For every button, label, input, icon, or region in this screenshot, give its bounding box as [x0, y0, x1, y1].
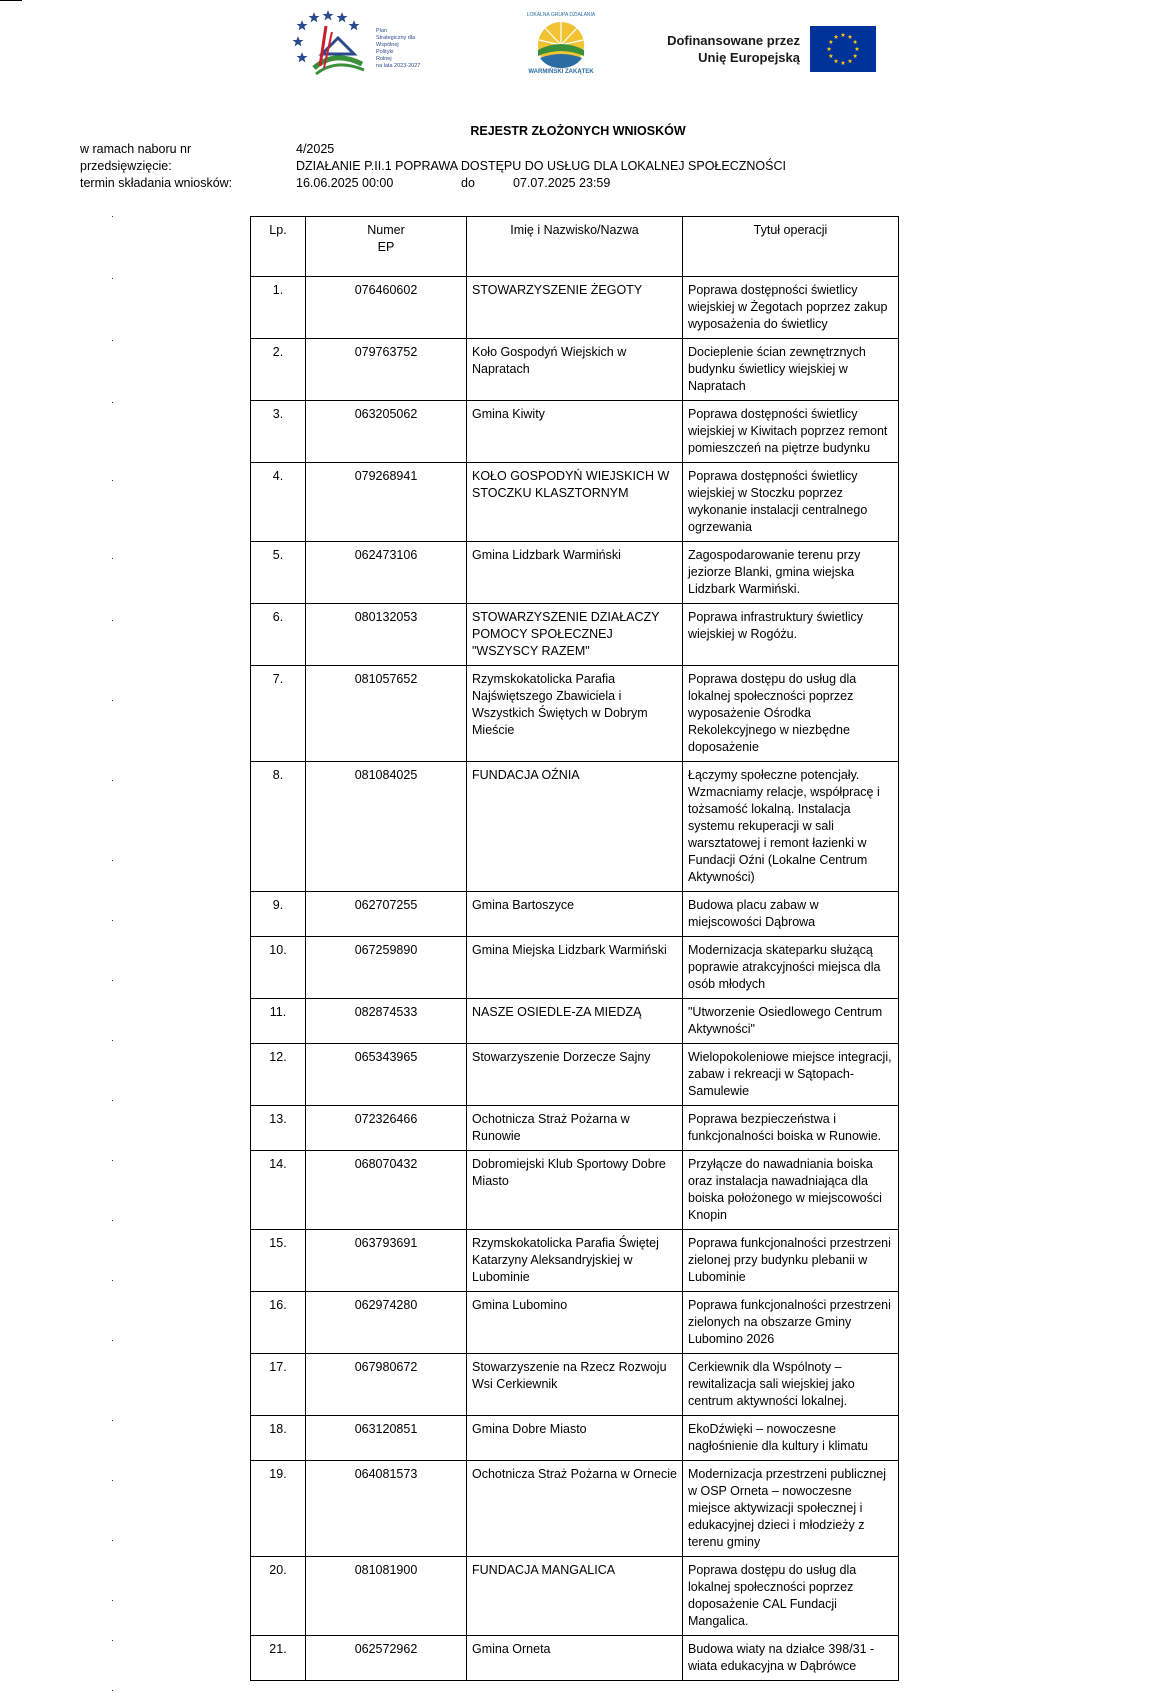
- margin-dot: [112, 1600, 113, 1601]
- cell-name: STOWARZYSZENIE ŻEGOTY: [467, 277, 683, 339]
- cell-lp: 9.: [251, 892, 306, 937]
- table-row: [251, 1230, 899, 1292]
- cell-ep: 062974280: [306, 1292, 467, 1354]
- margin-dot: [112, 920, 113, 921]
- cell-name: FUNDACJA MANGALICA: [467, 1557, 683, 1636]
- cell-lp: 15.: [251, 1230, 306, 1292]
- cell-lp: 16.: [251, 1292, 306, 1354]
- cell-ep: 067980672: [306, 1354, 467, 1416]
- margin-dot: [112, 558, 113, 559]
- cell-lp: 10.: [251, 937, 306, 999]
- table-row: [251, 999, 899, 1044]
- cell-ep: 081084025: [306, 762, 467, 892]
- eu-text-line: Unię Europejską: [698, 50, 800, 65]
- cell-ep: 065343965: [306, 1044, 467, 1106]
- margin-dot: [112, 340, 113, 341]
- cell-ep: 080132053: [306, 604, 467, 666]
- cell-lp: 12.: [251, 1044, 306, 1106]
- lgd-logo: [519, 12, 603, 84]
- cell-name: Ochotnicza Straż Pożarna w Ornecie: [467, 1461, 683, 1557]
- cell-ep: 068070432: [306, 1151, 467, 1230]
- cell-title: Cerkiewnik dla Wspólnoty – rewitalizacja sali wiejskiej jako centrum aktywności lokalnej.: [683, 1354, 899, 1416]
- cell-lp: 7.: [251, 666, 306, 762]
- eu-text-line: Dofinansowane przez: [667, 33, 800, 48]
- cell-ep: 062707255: [306, 892, 467, 937]
- lgd-top-text: LOKALNA GRUPA DZIAŁANIA: [526, 12, 596, 18]
- psp-text-line: na lata 2023-2027: [376, 63, 421, 69]
- cell-title: Poprawa bezpieczeństwa i funkcjonalności boiska w Runowie.: [683, 1106, 899, 1151]
- cell-name: Gmina Bartoszyce: [467, 892, 683, 937]
- application-meta: [80, 142, 980, 192]
- table-body: [251, 277, 899, 1681]
- margin-dot: [112, 860, 113, 861]
- table-row: [251, 542, 899, 604]
- table-row: [251, 1354, 899, 1416]
- cell-lp: 2.: [251, 339, 306, 401]
- table-row: [251, 604, 899, 666]
- table-row: [251, 339, 899, 401]
- psp-text-line: Strategiczny dla: [376, 35, 416, 41]
- termin-from: 16.06.2025 00:00: [296, 176, 394, 190]
- table-row: [251, 1106, 899, 1151]
- cell-title: Poprawa dostępności świetlicy wiejskiej w Kiwitach poprzez remont pomieszczeń na piętrze budynku: [683, 401, 899, 463]
- margin-dot: [112, 278, 113, 279]
- termin-to: 07.07.2025 23:59: [513, 176, 611, 190]
- cell-title: "Utworzenie Osiedlowego Centrum Aktywności": [683, 999, 899, 1044]
- eu-logo: [660, 26, 910, 74]
- margin-dot: [112, 1420, 113, 1421]
- psp-text-line: Plan: [376, 28, 388, 34]
- margin-dots: [112, 0, 116, 1705]
- cell-ep: 062473106: [306, 542, 467, 604]
- cell-ep: 062572962: [306, 1636, 467, 1681]
- cell-lp: 5.: [251, 542, 306, 604]
- cell-name: NASZE OSIEDLE-ZA MIEDZĄ: [467, 999, 683, 1044]
- cell-title: Łączymy społeczne potencjały. Wzmacniamy relacje, współpracę i tożsamość lokalną. Instalacja systemu rekuperacji w sali warsztatowej i remont łazienki w Fundacji Oźni (Lokalne Centrum Aktywności): [683, 762, 899, 892]
- cell-name: STOWARZYSZENIE DZIAŁACZY POMOCY SPOŁECZNEJ "WSZYSCY RAZEM": [467, 604, 683, 666]
- psp-text: [376, 28, 420, 70]
- table-row: [251, 1557, 899, 1636]
- lgd-bottom-text: WARMIŃSKI ZAKĄTEK: [528, 69, 594, 75]
- cell-lp: 4.: [251, 463, 306, 542]
- eu-star-icon: [848, 34, 853, 38]
- margin-dot: [112, 1040, 113, 1041]
- cell-title: Poprawa dostępu do usług dla lokalnej społeczności poprzez doposażenie CAL Fundacji Mangalica.: [683, 1557, 899, 1636]
- cell-ep: 072326466: [306, 1106, 467, 1151]
- cell-ep: 081057652: [306, 666, 467, 762]
- cell-title: Modernizacja skateparku służącą poprawie atrakcyjności miejsca dla osób młodych: [683, 937, 899, 999]
- cell-name: Koło Gospodyń Wiejskich w Napratach: [467, 339, 683, 401]
- margin-dot: [112, 1640, 113, 1641]
- cell-title: Poprawa dostępności świetlicy wiejskiej w Żegotach poprzez zakup wyposażenia do świetlicy: [683, 277, 899, 339]
- margin-dot: [112, 1280, 113, 1281]
- cell-lp: 19.: [251, 1461, 306, 1557]
- cell-lp: 17.: [251, 1354, 306, 1416]
- cell-lp: 21.: [251, 1636, 306, 1681]
- margin-dot: [112, 1100, 113, 1101]
- cell-ep: 063120851: [306, 1416, 467, 1461]
- cell-title: Poprawa funkcjonalności przestrzeni zielonych na obszarze Gminy Lubomino 2026: [683, 1292, 899, 1354]
- margin-dot: [112, 780, 113, 781]
- table-row: [251, 1461, 899, 1557]
- cell-lp: 1.: [251, 277, 306, 339]
- cell-title: Budowa wiaty na działce 398/31 - wiata edukacyjna w Dąbrówce: [683, 1636, 899, 1681]
- cell-name: Rzymskokatolicka Parafia Najświętszego Zbawiciela i Wszystkich Świętych w Dobrym Mieście: [467, 666, 683, 762]
- cell-name: Gmina Dobre Miasto: [467, 1416, 683, 1461]
- table-header-row: [251, 217, 899, 277]
- psp-text-line: Rolnej: [376, 56, 392, 62]
- cell-title: Budowa placu zabaw w miejscowości Dąbrowa: [683, 892, 899, 937]
- header-lp: Lp.: [251, 217, 306, 277]
- table-row: [251, 937, 899, 999]
- margin-dot: [112, 1160, 113, 1161]
- przedsiewziecie-value: DZIAŁANIE P.II.1 POPRAWA DOSTĘPU DO USŁUG DLA LOKALNEJ SPOŁECZNOŚCI: [296, 159, 786, 173]
- margin-dot: [112, 700, 113, 701]
- table-row: [251, 666, 899, 762]
- cell-title: EkoDźwięki – nowoczesne nagłośnienie dla kultury i klimatu: [683, 1416, 899, 1461]
- table-row: [251, 277, 899, 339]
- cell-name: Stowarzyszenie Dorzecze Sajny: [467, 1044, 683, 1106]
- margin-dot: [112, 1480, 113, 1481]
- cell-title: Przyłącze do nawadniania boiska oraz instalacja nawadniająca dla boiska położonego w miejscowości Knopin: [683, 1151, 899, 1230]
- table-row: [251, 1416, 899, 1461]
- cell-name: Stowarzyszenie na Rzecz Rozwoju Wsi Cerkiewnik: [467, 1354, 683, 1416]
- header-ep-line2: EP: [377, 240, 395, 254]
- nabor-label: w ramach naboru nr: [80, 142, 192, 156]
- eu-star-icon: [834, 59, 839, 63]
- psp-text-line: Polityki: [376, 49, 394, 55]
- eu-funding-text: [660, 32, 800, 66]
- cell-lp: 11.: [251, 999, 306, 1044]
- cell-title: Poprawa funkcjonalności przestrzeni zielonej przy budynku plebanii w Lubominie: [683, 1230, 899, 1292]
- table-row: [251, 1044, 899, 1106]
- header-ep: [306, 217, 467, 277]
- eu-star-icon: [855, 47, 860, 51]
- cell-ep: 063793691: [306, 1230, 467, 1292]
- cell-name: Ochotnicza Straż Pożarna w Runowie: [467, 1106, 683, 1151]
- table-row: [251, 1636, 899, 1681]
- margin-dot: [112, 480, 113, 481]
- termin-separator: do: [461, 176, 475, 190]
- cell-title: Modernizacja przestrzeni publicznej w OSP Orneta – nowoczesne miejsce aktywizacji społecznej i edukacyjnej dzieci i młodzieży z terenu gminy: [683, 1461, 899, 1557]
- cell-ep: 076460602: [306, 277, 467, 339]
- header-ep-line1: Numer: [367, 223, 405, 237]
- cell-title: Poprawa dostępu do usług dla lokalnej społeczności poprzez wyposażenie Ośrodka Rekolekcyjnego w niezbędne doposażenie: [683, 666, 899, 762]
- cell-lp: 8.: [251, 762, 306, 892]
- table-row: [251, 1151, 899, 1230]
- cell-lp: 13.: [251, 1106, 306, 1151]
- eu-star-icon: [829, 40, 834, 44]
- table-row: [251, 762, 899, 892]
- margin-dot: [112, 216, 113, 217]
- table-row: [251, 401, 899, 463]
- cell-ep: 082874533: [306, 999, 467, 1044]
- cell-ep: 064081573: [306, 1461, 467, 1557]
- cell-title: Zagospodarowanie terenu przy jeziorze Blanki, gmina wiejska Lidzbark Warmiński.: [683, 542, 899, 604]
- eu-star-icon: [827, 47, 832, 51]
- eu-star-icon: [853, 54, 858, 58]
- eu-star-icon: [853, 40, 858, 44]
- margin-dot: [112, 1340, 113, 1341]
- psp-text-line: Wspólnej: [376, 42, 399, 48]
- cell-ep: 079268941: [306, 463, 467, 542]
- header-title: Tytuł operacji: [683, 217, 899, 277]
- logo-header: [0, 0, 1156, 100]
- cell-title: Poprawa infrastruktury świetlicy wiejskiej w Rogóżu.: [683, 604, 899, 666]
- przedsiewziecie-label: przedsięwzięcie:: [80, 159, 172, 173]
- eu-star-icon: [834, 34, 839, 38]
- cell-name: Dobromiejski Klub Sportowy Dobre Miasto: [467, 1151, 683, 1230]
- margin-dot: [112, 1690, 113, 1691]
- cell-lp: 18.: [251, 1416, 306, 1461]
- eu-stars-icon: [810, 26, 876, 72]
- eu-star-icon: [829, 54, 834, 58]
- cell-title: Poprawa dostępności świetlicy wiejskiej w Stoczku poprzez wykonanie instalacji centralnego ogrzewania: [683, 463, 899, 542]
- cell-lp: 6.: [251, 604, 306, 666]
- cell-ep: 081081900: [306, 1557, 467, 1636]
- psp-emblem-icon: [292, 6, 376, 76]
- cell-ep: 067259890: [306, 937, 467, 999]
- lgd-emblem-icon: [535, 20, 587, 70]
- cell-name: Gmina Kiwity: [467, 401, 683, 463]
- cell-lp: 3.: [251, 401, 306, 463]
- margin-dot: [112, 402, 113, 403]
- eu-star-icon: [841, 61, 846, 65]
- eu-star-icon: [848, 59, 853, 63]
- cell-name: Gmina Miejska Lidzbark Warmiński: [467, 937, 683, 999]
- cell-name: Gmina Orneta: [467, 1636, 683, 1681]
- termin-label: termin składania wniosków:: [80, 176, 233, 190]
- psp-logo: [292, 6, 442, 76]
- cell-name: FUNDACJA OŹNIA: [467, 762, 683, 892]
- table-row: [251, 892, 899, 937]
- nabor-value: 4/2025: [296, 142, 335, 156]
- margin-dot: [112, 620, 113, 621]
- eu-star-icon: [841, 33, 846, 37]
- cell-name: Gmina Lidzbark Warmiński: [467, 542, 683, 604]
- table-row: [251, 463, 899, 542]
- cell-lp: 14.: [251, 1151, 306, 1230]
- margin-dot: [112, 980, 113, 981]
- table-row: [251, 1292, 899, 1354]
- applications-table: [250, 216, 899, 1681]
- cell-title: Wielopokoleniowe miejsce integracji, zabaw i rekreacji w Sątopach-Samulewie: [683, 1044, 899, 1106]
- margin-dot: [112, 1540, 113, 1541]
- eu-flag-icon: [810, 26, 876, 72]
- cell-ep: 079763752: [306, 339, 467, 401]
- margin-dot: [112, 1220, 113, 1221]
- header-name: Imię i Nazwisko/Nazwa: [467, 217, 683, 277]
- cell-name: KOŁO GOSPODYŃ WIEJSKICH W STOCZKU KLASZTORNYM: [467, 463, 683, 542]
- cell-ep: 063205062: [306, 401, 467, 463]
- cell-title: Docieplenie ścian zewnętrznych budynku świetlicy wiejskiej w Napratach: [683, 339, 899, 401]
- cell-name: Gmina Lubomino: [467, 1292, 683, 1354]
- cell-name: Rzymskokatolicka Parafia Świętej Katarzyny Aleksandryjskiej w Lubominie: [467, 1230, 683, 1292]
- document-title: REJESTR ZŁOŻONYCH WNIOSKÓW: [470, 124, 686, 138]
- cell-lp: 20.: [251, 1557, 306, 1636]
